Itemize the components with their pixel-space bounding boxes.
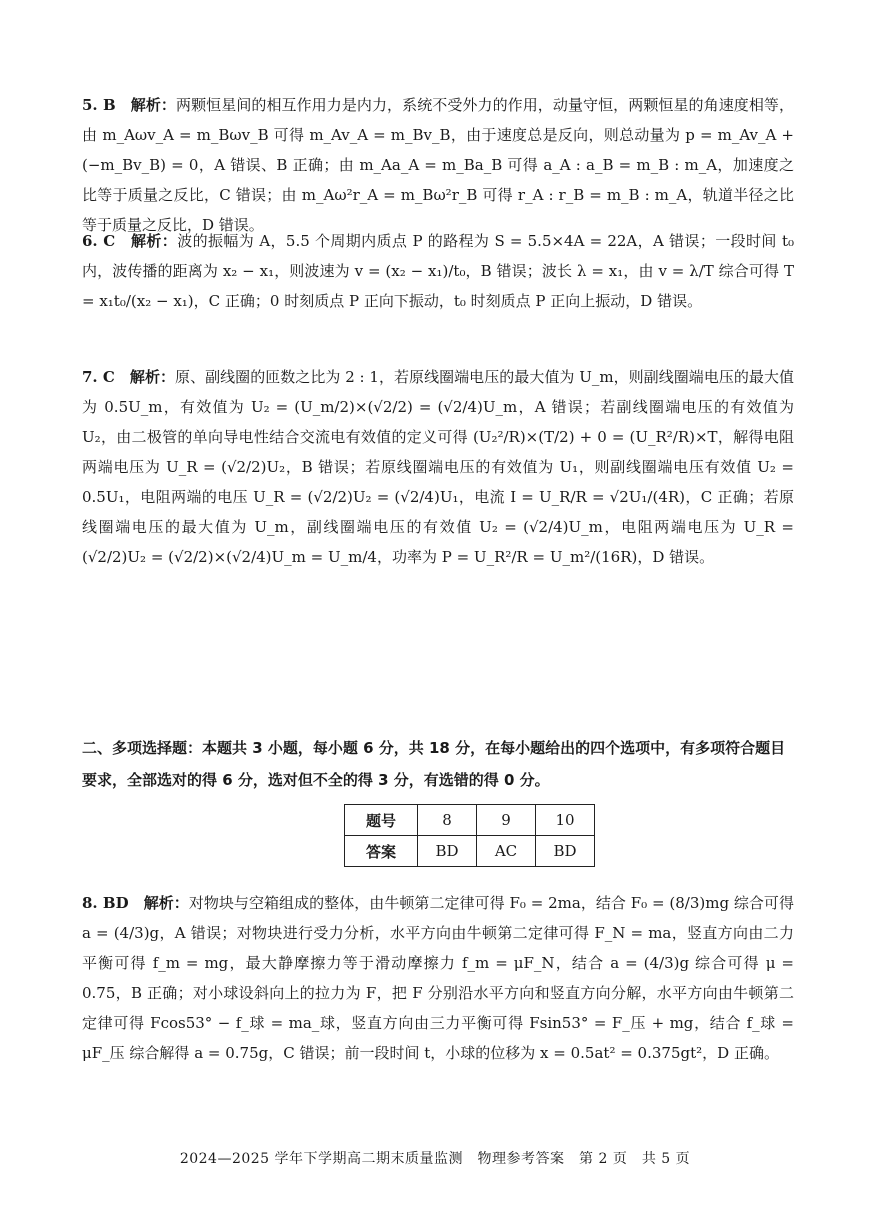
question-8-solution bbox=[82, 888, 794, 1068]
question-5-label: 5. B 解析： bbox=[82, 96, 177, 114]
question-6-text: 波的振幅为 A，5.5 个周期内质点 P 的路程为 S = 5.5×4A = 22A，A 错误；一段时间 t₀ 内，波传播的距离为 x₂ − x₁，则波速为 v = (x₂ − x₁)/t₀，B 错误；波长 λ = x₁，由 v = λ/T 综合可得 T = x₁t₀/(x₂ − x₁)，C 正确；0 时刻质点 P 正向下振动，t₀ 时刻质点 P 正向上振动，D 错误。 bbox=[82, 232, 794, 310]
question-8-text: 对物块与空箱组成的整体，由牛顿第二定律可得 F₀ = 2ma，结合 F₀ = (8/3)mg 综合可得 a = (4/3)g，A 错误；对物块进行受力分析，水平方向由牛顿第二定律可得 F_N = ma，竖直方向由二力平衡可得 f_m = mg，最大静摩擦力等于滑动摩擦力 f_m = μF_N，结合 a = (4/3)g 综合可得 μ = 0.75，B 正确；对小球设斜向上的拉力为 F，把 F 分别沿水平方向和竖直方向分解，水平方向由牛顿第二定律可得 Fcos53° − f_球 = ma_球，竖直方向由三力平衡可得 Fsin53° = F_压 + mg，结合 f_球 = μF_压 综合解得 a = 0.75g，C 错误；前一段时间 t，小球的位移为 x = 0.5at² = 0.375gt²，D 正确。 bbox=[82, 894, 794, 1062]
question-7-text: 原、副线圈的匝数之比为 2 : 1，若原线圈端电压的最大值为 U_m，则副线圈端电压的最大值为 0.5U_m，有效值为 U₂ = (U_m/2)×(√2/2) = (√2/4)U_m，A 错误；若副线圈端电压的有效值为 U₂，由二极管的单向导电性结合交流电有效值的定义可得 (U₂²/R)×(T/2) + 0 = (U_R²/R)×T，解得电阻两端电压为 U_R = (√2/2)U₂，B 错误；若原线圈端电压的有效值为 U₁，则副线圈端电压有效值 U₂ = 0.5U₁，电阻两端的电压 U_R = (√2/2)U₂ = (√2/4)U₁，电流 I = U_R/R = √2U₁/(4R)，C 正确；若原线圈端电压的最大值为 U_m，副线圈端电压的有效值 U₂ = (√2/4)U_m，电阻两端电压为 U_R = (√2/2)U₂ = (√2/2)×(√2/4)U_m = U_m/4，功率为 P = U_R²/R = U_m²/(16R)，D 错误。 bbox=[82, 368, 794, 566]
question-8-label: 8. BD 解析： bbox=[82, 894, 189, 912]
question-5-text: 两颗恒星间的相互作用力是内力，系统不受外力的作用，动量守恒，两颗恒星的角速度相等，由 m_Aωv_A = m_Bωv_B 可得 m_Av_A = m_Bv_B，由于速度总是反向，则总动量为 p = m_Av_A + (−m_Bv_B) = 0，A 错误、B 正确；由 m_Aa_A = m_Ba_B 可得 a_A : a_B = m_B : m_A，加速度之比等于质量之反比，C 错误；由 m_Aω²r_A = m_Bω²r_B 可得 r_A : r_B = m_B : m_A，轨道半径之比等于质量之反比，D 错误。 bbox=[82, 96, 794, 234]
answer-label: 答案 bbox=[345, 836, 418, 867]
question-6-solution bbox=[82, 226, 794, 316]
section-2-heading: 二、多项选择题：本题共 3 小题，每小题 6 分，共 18 分，在每小题给出的四个选项中，有多项符合题目要求，全部选对的得 6 分，选对但不全的得 3 分，有选错的得 0 分。 bbox=[82, 739, 786, 789]
answer-cell: AC bbox=[477, 836, 536, 867]
question-6-label: 6. C 解析： bbox=[82, 232, 178, 250]
answer-table-answer-row bbox=[345, 836, 595, 867]
question-number-label: 题号 bbox=[345, 805, 418, 836]
question-number-cell: 10 bbox=[536, 805, 595, 836]
answer-cell: BD bbox=[536, 836, 595, 867]
question-5-solution bbox=[82, 90, 794, 240]
question-number-cell: 8 bbox=[418, 805, 477, 836]
question-7-label: 7. C 解析： bbox=[82, 368, 176, 386]
page-footer: 2024—2025 学年下学期高二期末质量监测 物理参考答案 第 2 页 共 5 页 bbox=[179, 1151, 691, 1167]
answer-table-header-row bbox=[345, 805, 595, 836]
answer-cell: BD bbox=[418, 836, 477, 867]
question-7-solution bbox=[82, 362, 794, 572]
answer-table bbox=[344, 804, 595, 867]
question-number-cell: 9 bbox=[477, 805, 536, 836]
